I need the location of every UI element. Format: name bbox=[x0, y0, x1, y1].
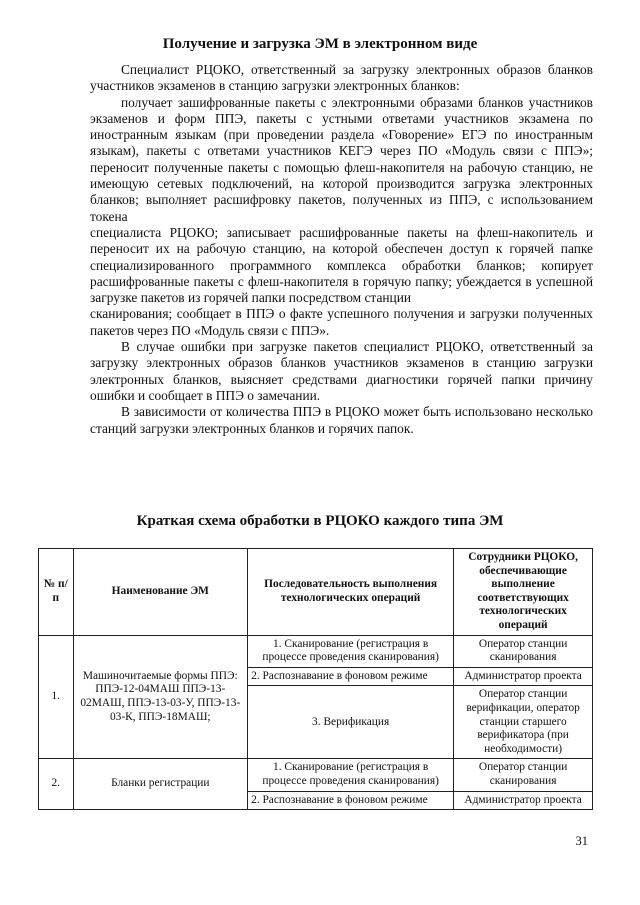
row-num: 2. bbox=[39, 759, 74, 810]
table-title: Краткая схема обработки в РЦОКО каждого типа ЭМ bbox=[136, 513, 504, 529]
row-staff: Администратор проекта bbox=[454, 791, 593, 810]
paragraph: В случае ошибки при загрузке пакетов специалист РЦОКО, ответственный за загрузку электронных образов бланков участников экзаменов в станцию загрузки электронных бланков, выясняет средствами диагностики горячей папки причину ошибки и сообщает в ППЭ о замечании. bbox=[90, 339, 593, 403]
header-staff: Сотрудники РЦОКО, обеспечивающие выполнение соответствующих технологических операций bbox=[454, 549, 593, 636]
table-header-row bbox=[39, 549, 593, 636]
row-name: Машиночитаемые формы ППЭ: ППЭ-12-04МАШ ППЭ-13-02МАШ, ППЭ-13-03-У, ППЭ-13-03-К, ППЭ-18МАШ; bbox=[73, 635, 248, 759]
body-text bbox=[90, 62, 593, 437]
row-staff: Оператор станции сканирования bbox=[454, 635, 593, 667]
table-row bbox=[39, 635, 593, 667]
paragraph: специалиста РЦОКО; записывает расшифрованные пакеты на флеш-накопитель и переносит их на рабочую станцию, на которой обеспечен доступ к горячей папке специализированного программного комплекса обработки бланков; копирует расшифрованные пакеты с флеш-накопителя в горячую папку; убеждается в успешной загрузке пакетов из горячей папки посредством станции bbox=[90, 224, 593, 306]
page-number: 31 bbox=[575, 834, 588, 848]
paragraph: сканирования; сообщает в ППЭ о факте успешного получения и загрузки полученных пакетов через ПО «Модуль связи с ППЭ». bbox=[90, 306, 593, 338]
row-staff: Оператор станции сканирования bbox=[454, 759, 593, 791]
row-operation: 2. Распознавание в фоновом режиме bbox=[248, 791, 454, 810]
table-row bbox=[39, 759, 593, 791]
section-title: Получение и загрузка ЭМ в электронном виде bbox=[162, 36, 478, 52]
processing-table bbox=[38, 548, 593, 810]
header-sequence: Последовательность выполнения технологических операций bbox=[248, 549, 454, 636]
row-staff: Администратор проекта bbox=[454, 667, 593, 686]
header-name: Наименование ЭМ bbox=[73, 549, 248, 636]
row-staff: Оператор станции верификации, оператор станции старшего верификатора (при необходимости) bbox=[454, 686, 593, 759]
row-num: 1. bbox=[39, 635, 74, 759]
header-num: № п/п bbox=[39, 549, 74, 636]
row-operation: 3. Верификация bbox=[248, 686, 454, 759]
paragraph: В зависимости от количества ППЭ в РЦОКО может быть использовано несколько станций загрузки электронных бланков и горячих папок. bbox=[90, 404, 593, 436]
row-operation: 1. Сканирование (регистрация в процессе проведения сканирования) bbox=[248, 759, 454, 791]
paragraph: получает зашифрованные пакеты с электронными образами бланков участников экзаменов и форм ППЭ, пакеты с устными ответами участников экзамена по иностранным языкам (при проведении раздела «Говорение» ЕГЭ по иностранным языкам), пакеты с ответами участников КЕГЭ через ПО «Модуль связи с ППЭ»; переносит полученные пакеты с помощью флеш-накопителя на рабочую станцию, не имеющую сетевых подключений, на которой производится загрузка электронных бланков; выполняет расшифровку пакетов, полученных из ППЭ, с использованием токена bbox=[90, 94, 593, 224]
row-operation: 2. Распознавание в фоновом режиме bbox=[248, 667, 454, 686]
paragraph: Специалист РЦОКО, ответственный за загрузку электронных образов бланков участников экзаменов в станцию загрузки электронных бланков: bbox=[90, 62, 593, 94]
row-name: Бланки регистрации bbox=[73, 759, 248, 810]
row-operation: 1. Сканирование (регистрация в процессе проведения сканирования) bbox=[248, 635, 454, 667]
